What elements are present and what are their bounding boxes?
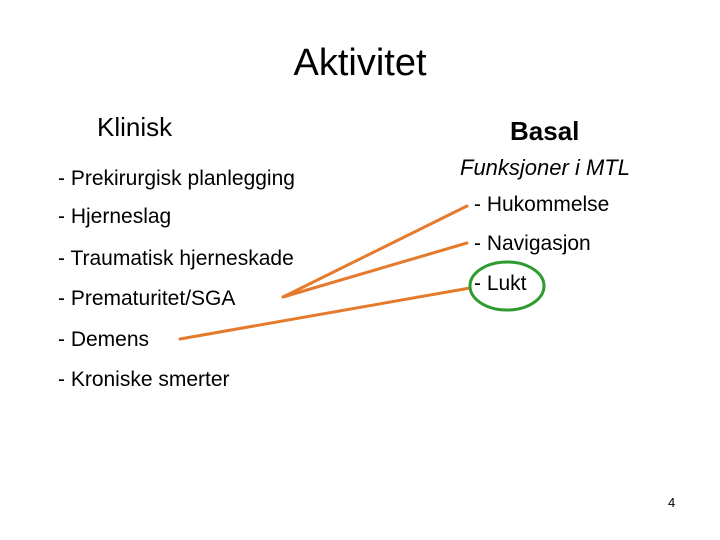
smell-highlight-circle [470, 262, 544, 310]
clinical-item-prematurity-sga: - Prematuritet/SGA [58, 287, 236, 310]
function-item-memory: - Hukommelse [474, 193, 610, 216]
mtl-functions-subheading: Funksjoner i MTL [460, 155, 630, 180]
clinical-heading: Klinisk [97, 112, 173, 142]
page-number: 4 [668, 495, 676, 510]
clinical-item-chronic-pain: - Kroniske smerter [58, 368, 230, 391]
basic-heading: Basal [510, 116, 580, 146]
clinical-item-presurgical-planning: - Prekirurgisk planlegging [58, 167, 295, 190]
slide-title: Aktivitet [293, 42, 427, 84]
function-item-navigation: - Navigasjon [474, 232, 591, 255]
clinical-item-dementia: - Demens [58, 328, 150, 351]
function-item-smell: - Lukt [474, 272, 527, 295]
clinical-item-stroke: - Hjerneslag [58, 205, 172, 228]
clinical-item-traumatic-brain-injury: - Traumatisk hjerneskade [58, 247, 294, 270]
connector-dementia-to-smell [180, 288, 470, 339]
